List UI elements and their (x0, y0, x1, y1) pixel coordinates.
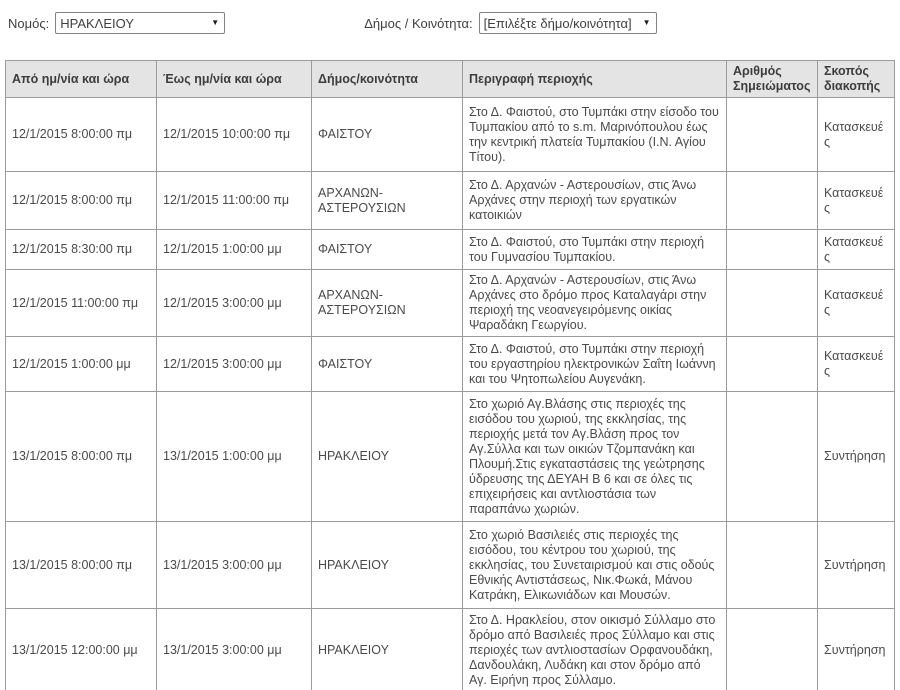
table-row (6, 609, 895, 690)
purpose-cell: Κατασκευές (818, 337, 895, 392)
to-cell: 13/1/2015 3:00:00 μμ (157, 522, 312, 609)
table-row (6, 172, 895, 230)
municipality-cell: ΗΡΑΚΛΕΙΟΥ (312, 609, 463, 690)
to-cell: 12/1/2015 3:00:00 μμ (157, 270, 312, 337)
from-cell: 13/1/2015 8:00:00 πμ (6, 522, 157, 609)
from-cell: 12/1/2015 8:30:00 πμ (6, 230, 157, 270)
col-header-from: Από ημ/νία και ώρα (6, 61, 157, 98)
to-cell: 13/1/2015 1:00:00 μμ (157, 392, 312, 522)
col-header-purpose: Σκοπός διακοπής (818, 61, 895, 98)
note-number-cell (727, 230, 818, 270)
dropdown-arrow-icon: ▼ (211, 18, 220, 27)
note-number-cell (727, 609, 818, 690)
from-cell: 13/1/2015 8:00:00 πμ (6, 392, 157, 522)
note-number-cell (727, 392, 818, 522)
from-cell: 12/1/2015 11:00:00 πμ (6, 270, 157, 337)
col-header-municipality: Δήμος/κοινότητα (312, 61, 463, 98)
purpose-cell: Κατασκευές (818, 98, 895, 172)
municipality-filter-group (364, 12, 656, 34)
col-header-to: Έως ημ/νία και ώρα (157, 61, 312, 98)
to-cell: 12/1/2015 11:00:00 πμ (157, 172, 312, 230)
description-cell: Στο Δ. Φαιστού, στο Τυμπάκι στην είσοδο του Τυμπακίου από το s.m. Μαρινόπουλου έως την κεντρική πλατεία Τυμπακίου (Ι.Ν. Αγίου Τίτου). (463, 98, 727, 172)
table-row (6, 337, 895, 392)
municipality-cell: ΦΑΙΣΤΟΥ (312, 98, 463, 172)
outages-table (5, 60, 895, 690)
from-cell: 13/1/2015 12:00:00 μμ (6, 609, 157, 690)
description-cell: Στο Δ. Φαιστού, στο Τυμπάκι στην περιοχή του Γυμνασίου Τυμπακίου. (463, 230, 727, 270)
municipality-cell: ΗΡΑΚΛΕΙΟΥ (312, 392, 463, 522)
description-cell: Στο Δ. Φαιστού, στο Τυμπάκι στην περιοχή του εργαστηρίου ηλεκτρονικών Σαΐτη Ιωάννη και του Ψητοπωλείου Αυγενάκη. (463, 337, 727, 392)
col-header-description: Περιγραφή περιοχής (463, 61, 727, 98)
table-row (6, 230, 895, 270)
prefecture-select[interactable] (55, 12, 225, 34)
table-header (6, 61, 895, 98)
prefecture-label: Νομός: (8, 15, 50, 31)
header-row (6, 61, 895, 98)
municipality-cell: ΑΡΧΑΝΩΝ-ΑΣΤΕΡΟΥΣΙΩΝ (312, 172, 463, 230)
municipality-cell: ΦΑΙΣΤΟΥ (312, 337, 463, 392)
table-row (6, 392, 895, 522)
prefecture-filter-group (8, 12, 225, 34)
note-number-cell (727, 270, 818, 337)
description-cell: Στο Δ. Ηρακλείου, στον οικισμό Σύλλαμο στο δρόμο από Βασιλειές προς Σύλλαμο και στις περιοχές των αντλιοστασίων Ορφανουδάκη, Δανδουλάκη, Λυδάκη και στον δρόμο από Αγ. Ειρήνη προς Σύλλαμο. (463, 609, 727, 690)
municipality-cell: ΦΑΙΣΤΟΥ (312, 230, 463, 270)
table-row (6, 522, 895, 609)
to-cell: 12/1/2015 1:00:00 μμ (157, 230, 312, 270)
purpose-cell: Συντήρηση (818, 392, 895, 522)
purpose-cell: Κατασκευές (818, 172, 895, 230)
municipality-select[interactable] (479, 12, 657, 34)
prefecture-select-wrap (55, 12, 225, 34)
dropdown-arrow-icon: ▼ (642, 18, 651, 27)
municipality-cell: ΗΡΑΚΛΕΙΟΥ (312, 522, 463, 609)
to-cell: 13/1/2015 3:00:00 μμ (157, 609, 312, 690)
filter-bar (0, 0, 900, 35)
table-row (6, 270, 895, 337)
from-cell: 12/1/2015 8:00:00 πμ (6, 98, 157, 172)
description-cell: Στο χωριό Βασιλειές στις περιοχές της εισόδου, του κέντρου του χωριού, της εκκλησίας, του Συνεταιρισμού και στις οδούς Εθνικής Αντιστάσεως, Νικ.Φωκά, Μάνου Κατράκη, Ελικωνιάδων και Μουσών. (463, 522, 727, 609)
table-row (6, 98, 895, 172)
note-number-cell (727, 522, 818, 609)
from-cell: 12/1/2015 8:00:00 πμ (6, 172, 157, 230)
table-body (6, 98, 895, 690)
note-number-cell (727, 337, 818, 392)
from-cell: 12/1/2015 1:00:00 μμ (6, 337, 157, 392)
purpose-cell: Συντήρηση (818, 609, 895, 690)
purpose-cell: Κατασκευές (818, 270, 895, 337)
to-cell: 12/1/2015 3:00:00 μμ (157, 337, 312, 392)
note-number-cell (727, 98, 818, 172)
description-cell: Στο Δ. Αρχανών - Αστερουσίων, στις Άνω Αρχάνες στο δρόμο προς Καταλαγάρι στην περιοχή της νεοανεγειρόμενης οικίας Ψαραδάκη Γεωργίου. (463, 270, 727, 337)
note-number-cell (727, 172, 818, 230)
municipality-label: Δήμος / Κοινότητα: (364, 15, 473, 31)
to-cell: 12/1/2015 10:00:00 πμ (157, 98, 312, 172)
municipality-cell: ΑΡΧΑΝΩΝ-ΑΣΤΕΡΟΥΣΙΩΝ (312, 270, 463, 337)
purpose-cell: Συντήρηση (818, 522, 895, 609)
municipality-select-wrap (479, 12, 657, 34)
col-header-note-number: Αριθμός Σημειώματος (727, 61, 818, 98)
description-cell: Στο χωριό Αγ.Βλάσης στις περιοχές της εισόδου του χωριού, της εκκλησίας, της περιοχής μετά τον Αγ.Βλάση προς τον Αγ.Σύλλα και των οικιών Τζομπανάκη και Πλουμή.Στις εγκαταστάσεις της γεώτρησης ύδρευσης της ΔΕΥΑΗ Β 6 και σε όλες τις επιχειρήσεις και αντλιοστάσια των παραπάνω χωριών. (463, 392, 727, 522)
purpose-cell: Κατασκευές (818, 230, 895, 270)
description-cell: Στο Δ. Αρχανών - Αστερουσίων, στις Άνω Αρχάνες στην περιοχή των εργατικών κατοικιών (463, 172, 727, 230)
